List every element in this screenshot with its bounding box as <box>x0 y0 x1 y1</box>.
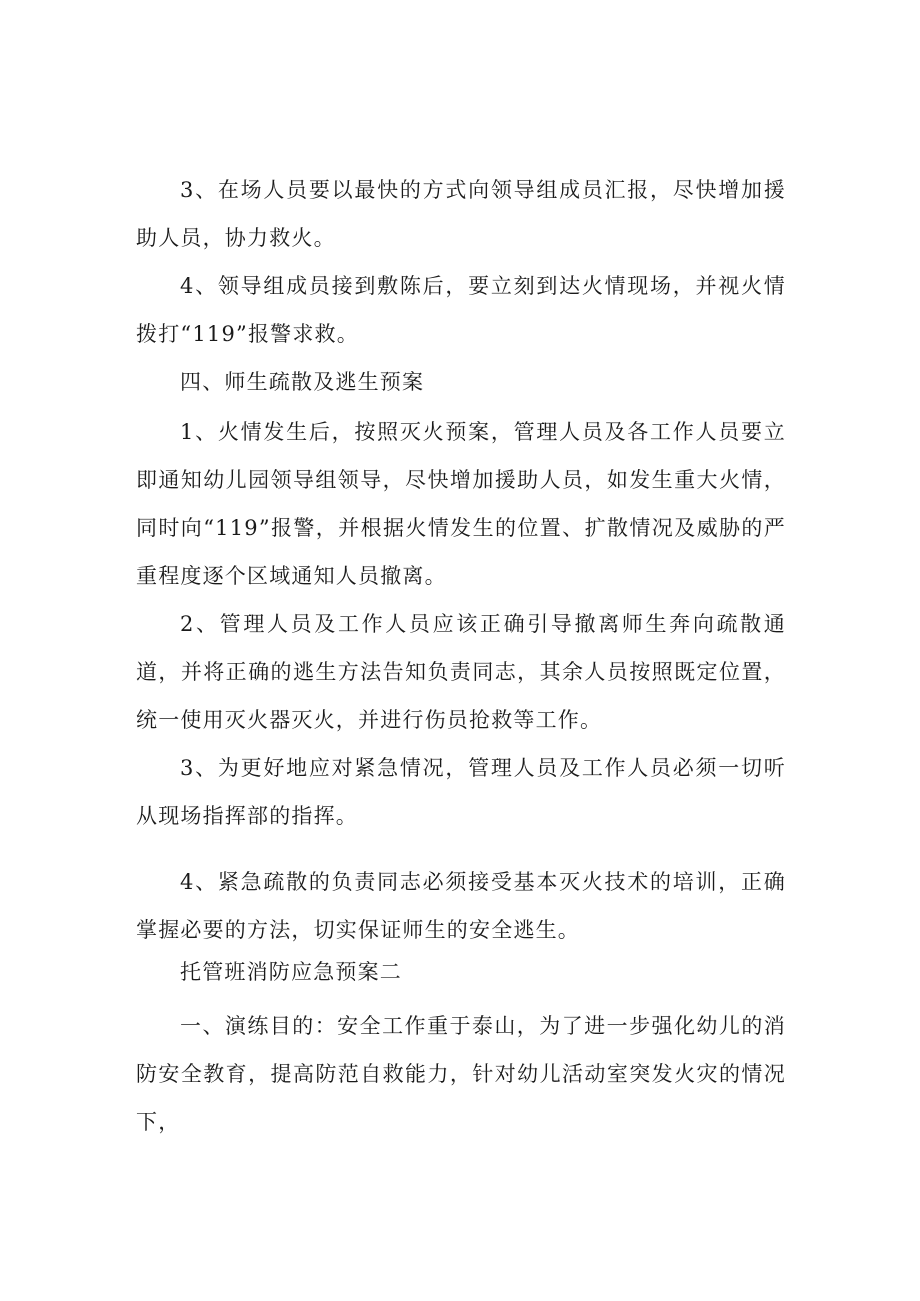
paragraph-evacuation-step-4: 4、紧急疏散的负责同志必须接受基本灭火技术的培训，正确掌握必要的方法，切实保证师生的安全逃生。 <box>136 870 786 942</box>
section-heading-evacuation-plan: 四、师生疏散及逃生预案 <box>180 370 425 394</box>
paragraph-report-to-leaders: 3、在场人员要以最快的方式向领导组成员汇报，尽快增加援助人员，协力救火。 <box>136 178 786 250</box>
paragraph-evacuation-step-3: 3、为更好地应对紧急情况，管理人员及工作人员必须一切听从现场指挥部的指挥。 <box>136 756 786 828</box>
paragraph-drill-purpose: 一、演练目的：安全工作重于泰山，为了进一步强化幼儿的消防安全教育，提高防范自救能力，针对幼儿活动室突发火灾的情况下， <box>136 1014 786 1134</box>
paragraph-evacuation-step-2: 2、管理人员及工作人员应该正确引导撤离师生奔向疏散通道，并将正确的逃生方法告知负责同志，其余人员按照既定位置，统一使用灭火器灭火，并进行伤员抢救等工作。 <box>136 612 786 732</box>
document-subtitle-plan-two: 托管班消防应急预案二 <box>180 960 402 984</box>
paragraph-evacuation-step-1: 1、火情发生后，按照灭火预案，管理人员及各工作人员要立即通知幼儿园领导组领导，尽快增加援助人员，如发生重大火情，同时向“119”报警，并根据火情发生的位置、扩散情况及威胁的严重程度逐个区域通知人员撤离。 <box>136 420 786 588</box>
paragraph-call-119: 4、领导组成员接到敷陈后，要立刻到达火情现场，并视火情拨打“119”报警求救。 <box>136 274 786 346</box>
